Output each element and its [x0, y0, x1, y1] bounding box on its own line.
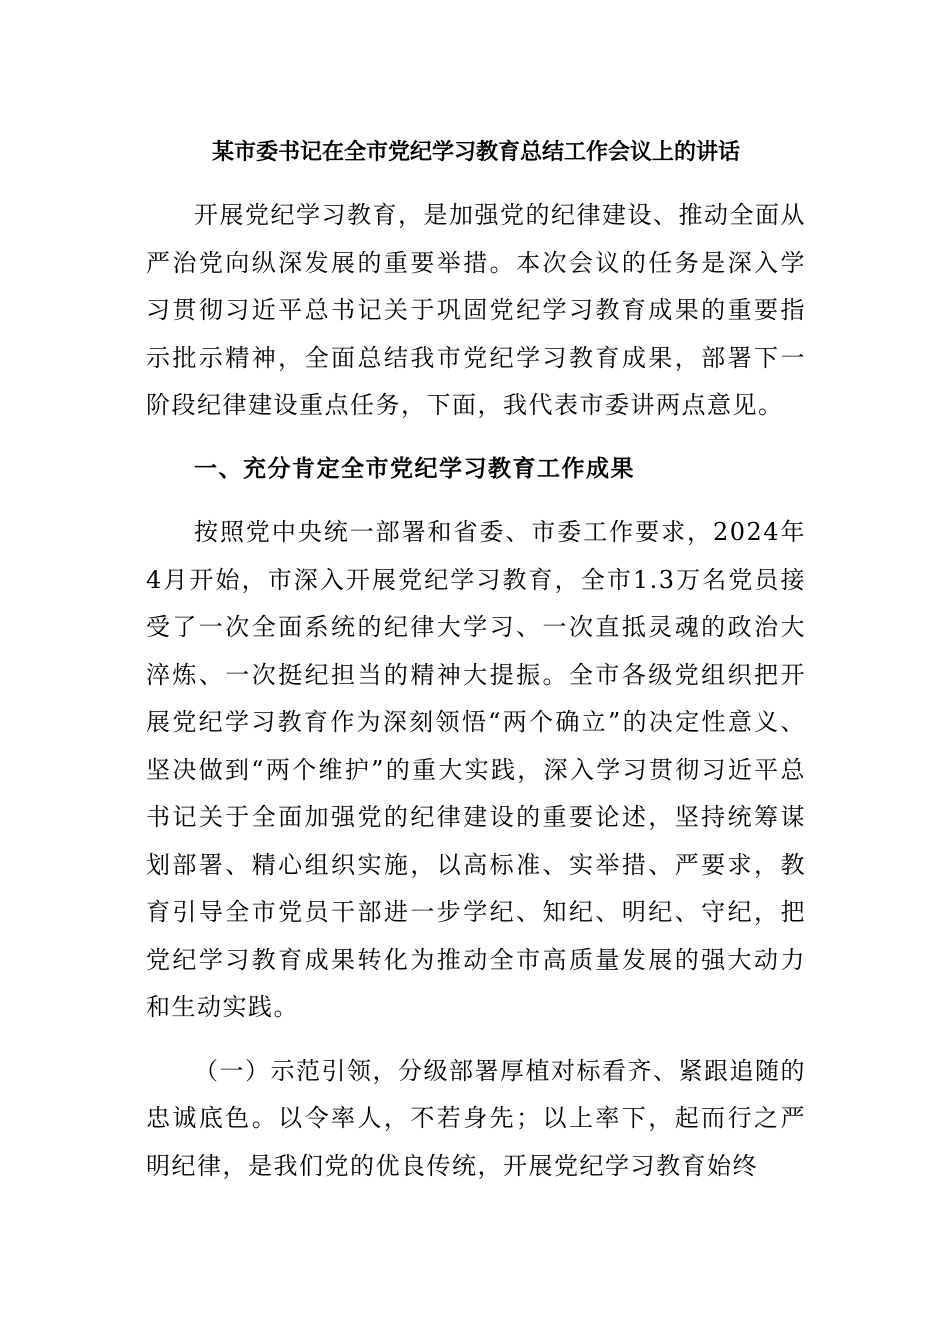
section-1-paragraph: 按照党中央统一部署和省委、市委工作要求，2024年4月开始，市深入开展党纪学习教育，全市1.3万名党员接受了一次全面系统的纪律大学习、一次直抵灵魂的政治大淬炼、一次挺纪担当的精神大提振。全市各级党组织把开展党纪学习教育作为深刻领悟“两个确立”的决定性意义、坚决做到“两个维护”的重大实践，深入学习贯彻习近平总书记关于全面加强党的纪律建设的重要论述，坚持统筹谋划部署、精心组织实施，以高标准、实举措、严要求，教育引导全市党员干部进一步学纪、知纪、明纪、守纪，把党纪学习教育成果转化为推动全市高质量发展的强大动力和生动实践。: [146, 518, 806, 1021]
intro-paragraph: 开展党纪学习教育，是加强党的纪律建设、推动全面从严治党向纵深发展的重要举措。本次会议的任务是深入学习贯彻习近平总书记关于巩固党纪学习教育成果的重要指示批示精神，全面总结我市党纪学习教育成果，部署下一阶段纪律建设重点任务，下面，我代表市委讲两点意见。: [146, 201, 806, 419]
document-body: [146, 192, 806, 1206]
document-title: 某市委书记在全市党纪学习教育总结工作会议上的讲话: [211, 140, 740, 165]
section-heading-1: 一、充分肯定全市党纪学习教育工作成果: [194, 455, 635, 482]
subsection-1-paragraph: （一）示范引领，分级部署厚植对标看齐、紧跟追随的忠诚底色。以令率人，不若身先；以上率下，起而行之严明纪律，是我们党的优良传统，开展党纪学习教育始终: [146, 1056, 806, 1180]
